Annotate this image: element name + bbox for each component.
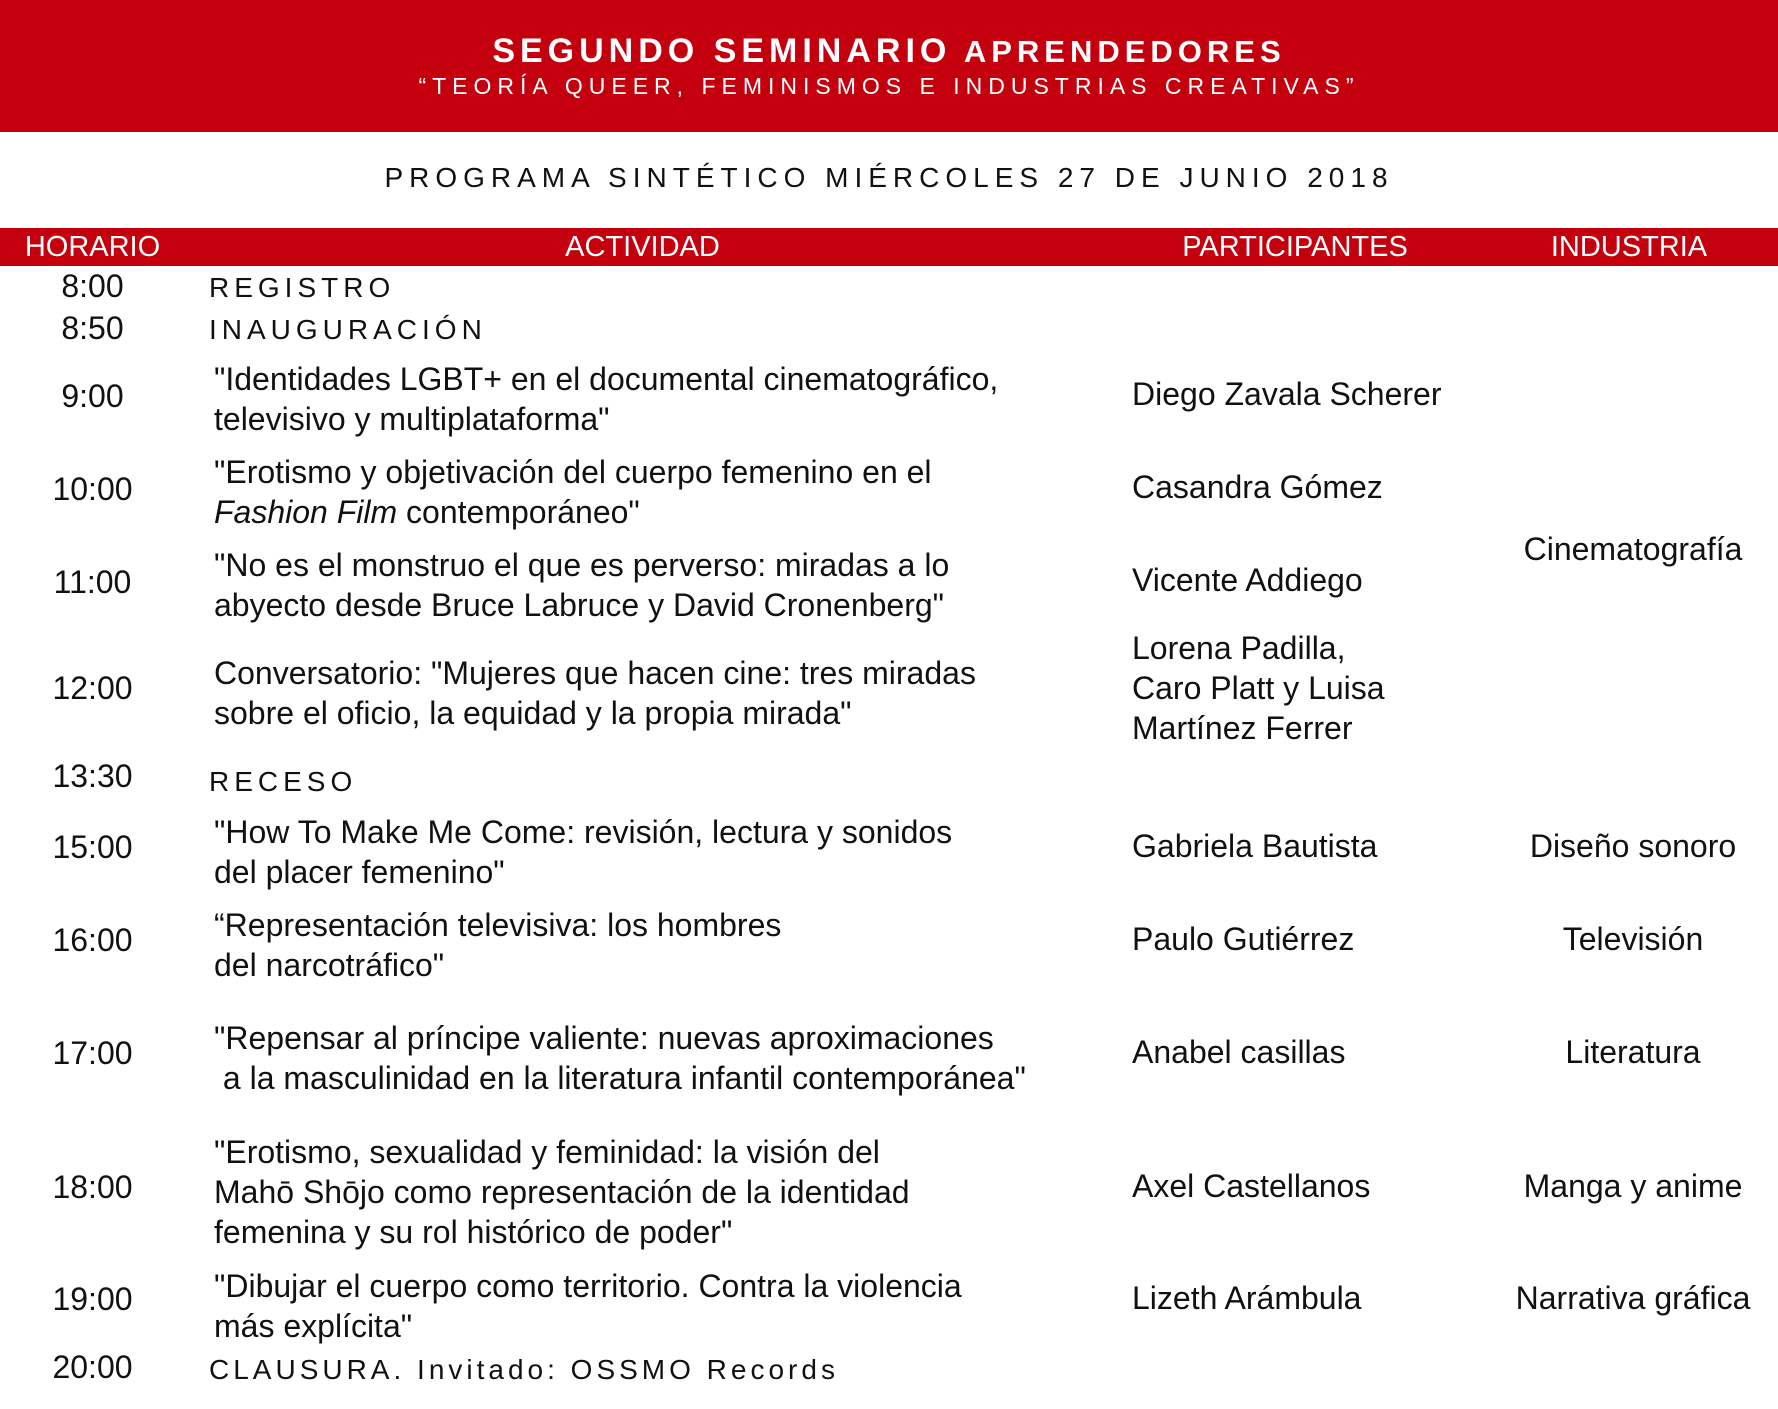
row-activity: INAUGURACIÓN — [209, 314, 487, 345]
row-participants: Casandra Gómez — [1132, 469, 1383, 505]
row-activity: "How To Make Me Come: revisión, lectura y sonidos del placer femenino" — [214, 814, 953, 890]
row-industry: Narrativa gráfica — [1515, 1280, 1751, 1316]
row-time: 13:30 — [52, 758, 133, 794]
row-participants: Diego Zavala Scherer — [1132, 376, 1442, 412]
row-activity: CLAUSURA. Invitado: OSSMO Records — [209, 1354, 839, 1385]
column-header-industry: INDUSTRIA — [1550, 231, 1708, 263]
row-time: 10:00 — [52, 471, 133, 507]
seminar-subtitle: “TEORÍA QUEER, FEMINISMOS E INDUSTRIAS CREATIVAS” — [418, 73, 1360, 99]
row-industry: Televisión — [1562, 921, 1704, 957]
table-header — [0, 228, 1778, 266]
row-activity: "Identidades LGBT+ en el documental cinematográfico, televisivo y multiplataforma" — [214, 361, 999, 437]
row-industry: Literatura — [1565, 1034, 1701, 1070]
row-time: 11:00 — [53, 564, 132, 600]
row-activity: "Erotismo, sexualidad y feminidad: la visión del Mahō Shōjo como representación de la identidad femenina y su rol histórico de poder" — [214, 1134, 910, 1250]
row-participants: Paulo Gutiérrez — [1132, 921, 1355, 957]
activity-emphasis: Fashion Film — [214, 494, 398, 530]
row-activity: "Dibujar el cuerpo como territorio. Contra la violencia más explícita" — [214, 1268, 962, 1344]
activity-text: "Erotismo y objetivación del cuerpo femenino en el — [214, 454, 932, 490]
row-participants: Axel Castellanos — [1132, 1168, 1371, 1204]
row-activity: RECESO — [209, 766, 358, 797]
row-time: 8:50 — [61, 310, 124, 346]
row-time: 9:00 — [61, 378, 124, 414]
row-activity: "Repensar al príncipe valiente: nuevas aproximaciones a la masculinidad en la literatura infantil contemporánea" — [214, 1020, 1026, 1096]
row-activity: REGISTRO — [209, 272, 396, 303]
program-date-heading: PROGRAMA SINTÉTICO MIÉRCOLES 27 DE JUNIO 2018 — [384, 162, 1394, 193]
row-participants: Anabel casillas — [1132, 1034, 1346, 1070]
row-activity: "No es el monstruo el que es perverso: miradas a lo abyecto desde Bruce Labruce y David Cronenberg" — [214, 547, 950, 623]
seminar-title-rest: APRENDEDORES — [963, 34, 1286, 69]
row-time: 19:00 — [52, 1281, 133, 1317]
row-time: 8:00 — [61, 268, 124, 304]
row-activity: “Representación televisiva: los hombres del narcotráfico" — [214, 907, 782, 983]
row-time: 12:00 — [52, 670, 133, 706]
row-participants: Gabriela Bautista — [1132, 828, 1378, 864]
row-industry: Manga y anime — [1523, 1168, 1743, 1204]
row-time: 18:00 — [52, 1169, 133, 1205]
row-time: 20:00 — [52, 1349, 133, 1385]
seminar-title-main: SEGUNDO SEMINARIO — [492, 32, 952, 70]
row-participants: Lizeth Arámbula — [1132, 1280, 1362, 1316]
row-time: 17:00 — [52, 1035, 133, 1071]
row-industry: Diseño sonoro — [1529, 828, 1737, 864]
row-activity — [214, 452, 1114, 532]
column-header-participants: PARTICIPANTES — [1182, 231, 1408, 263]
title-banner — [0, 0, 1778, 132]
row-time: 16:00 — [52, 922, 133, 958]
industry-cinematografia: Cinematografía — [1523, 531, 1743, 567]
activity-text: contemporáneo" — [397, 494, 640, 530]
column-header-activity: ACTIVIDAD — [565, 231, 720, 263]
row-participants: Lorena Padilla, Caro Platt y Luisa Martínez Ferrer — [1132, 630, 1385, 746]
row-activity: Conversatorio: "Mujeres que hacen cine: tres miradas sobre el oficio, la equidad y la propia mirada" — [214, 655, 976, 731]
column-header-time: HORARIO — [24, 231, 161, 263]
row-time: 15:00 — [52, 829, 133, 865]
seminar-title — [0, 32, 1778, 71]
row-participants: Vicente Addiego — [1132, 562, 1363, 598]
